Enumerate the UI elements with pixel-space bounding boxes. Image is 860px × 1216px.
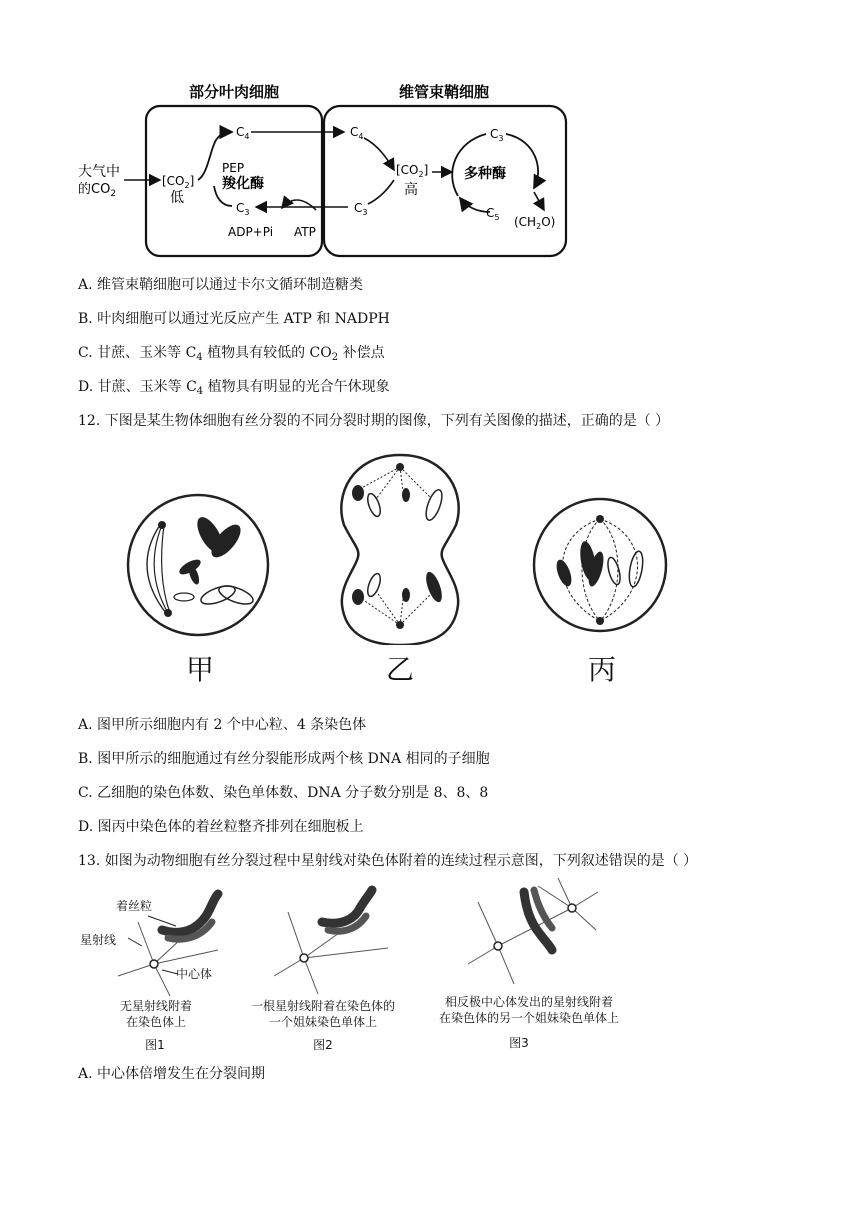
svg-text:C3: [490, 127, 503, 143]
c3-right: C: [354, 201, 363, 215]
c5-label: C: [486, 206, 495, 220]
q11-option-c-pre: C. 甘蔗、玉米等 C: [78, 345, 197, 361]
q11-option-c-sub: 4: [196, 352, 203, 363]
q11-option-c-mid: 植物具有较低的 CO: [202, 345, 332, 361]
high-label: 高: [404, 182, 418, 198]
caption-2: [248, 998, 398, 1030]
c3-left-sub: 3: [244, 208, 250, 217]
low-label: 低: [170, 190, 184, 206]
svg-text:C3: [354, 201, 367, 217]
c4-right-sub: 4: [358, 132, 364, 141]
label-aster: 星射线: [80, 933, 117, 947]
bundle-sheath-title: 维管束鞘细胞: [398, 83, 490, 101]
q13-option-a: A. 中心体倍增发生在分裂间期: [78, 1066, 266, 1082]
c4-left: C: [236, 125, 245, 139]
svg-text:C4: [350, 125, 363, 141]
co2-high-end: ]: [423, 163, 429, 177]
q12-stem: 12. 下图是某生物体细胞有丝分裂的不同分裂时期的图像，下列有关图像的描述，正确的是（ ）: [78, 413, 670, 429]
svg-text:[CO2]: [396, 163, 428, 179]
svg-text:C4: [236, 125, 249, 141]
cell-label-jia: 甲: [186, 653, 215, 686]
q11-option-d: [78, 377, 390, 402]
svg-text:[CO2]: [162, 174, 194, 190]
atp-label: ATP: [294, 225, 316, 239]
svg-text:的CO2: [78, 182, 116, 199]
cell-label-yi: 乙: [386, 653, 415, 686]
mitosis-cells-figure: [120, 445, 680, 645]
svg-text:C3: [236, 201, 249, 217]
aster-attachment-figure: [78, 872, 638, 1002]
q11-option-b: B. 叶肉细胞可以通过光反应产生 ATP 和 NADPH: [78, 311, 390, 327]
pep-label: PEP: [222, 161, 245, 175]
caption-1-line-1: 无星射线附着: [119, 999, 192, 1013]
c5-sub: 5: [494, 213, 500, 222]
multi-enzyme-label: 多种酶: [464, 166, 506, 182]
svg-text:(CH2O): [514, 215, 555, 231]
svg-text:C5: [486, 206, 499, 222]
co2-high: [CO: [396, 163, 419, 177]
ch2o-sub: 2: [536, 222, 542, 231]
ch2o-label: (CH: [514, 215, 537, 229]
c3-left: C: [236, 201, 245, 215]
c4-pathway-diagram: [76, 76, 596, 262]
adp-label: ADP+Pi: [228, 225, 274, 239]
figure-label-3: 图3: [509, 1036, 529, 1050]
q11-option-d-sub: 4: [196, 386, 204, 397]
caption-1: [96, 998, 216, 1030]
caption-2-line-1: 一根星射线附着在染色体的: [250, 999, 395, 1013]
caption-2-line-2: 一个姐妹染色单体上: [268, 1015, 377, 1029]
label-kinetochore: 着丝粒: [116, 899, 153, 913]
c3-cycle: C: [490, 127, 499, 141]
atmosphere-label-2: 的CO: [78, 182, 111, 197]
co2-low-end: ]: [189, 174, 195, 188]
q11-option-a: A. 维管束鞘细胞可以通过卡尔文循环制造糖类: [78, 277, 364, 293]
caption-3-line-1: 相反极中心体发出的星射线附着: [444, 995, 613, 1009]
mesophyll-title: 部分叶肉细胞: [188, 83, 280, 101]
q11-option-d-pre: D. 甘蔗、玉米等 C: [78, 379, 197, 395]
q12-option-d: D. 图丙中染色体的着丝粒整齐排列在细胞板上: [78, 819, 364, 835]
co2-low: [CO: [162, 174, 185, 188]
caption-3-line-2: 在染色体的另一个姐妹染色单体上: [438, 1011, 619, 1025]
co2-high-sub: 2: [418, 170, 424, 179]
c4-right: C: [350, 125, 359, 139]
figure-label-2: 图2: [313, 1038, 333, 1052]
c4-left-sub: 4: [244, 132, 250, 141]
c3-cycle-sub: 3: [498, 134, 504, 143]
pep-enzyme-label: 羧化酶: [222, 176, 264, 192]
figure-label-1: 图1: [145, 1038, 165, 1052]
label-centrosome: 中心体: [176, 967, 213, 981]
q11-option-d-post: 植物具有明显的光合午休现象: [203, 379, 390, 395]
caption-3: [424, 994, 634, 1026]
q13-stem: 13. 如图为动物细胞有丝分裂过程中星射线对染色体附着的连续过程示意图，下列叙述错误的是（ ）: [78, 853, 698, 869]
q12-option-c: C. 乙细胞的染色体数、染色单体数、DNA 分子数分别是 8、8、8: [78, 785, 489, 801]
caption-1-line-2: 在染色体上: [125, 1015, 186, 1029]
q11-option-c-post: 补偿点: [338, 345, 385, 361]
co2-low-sub: 2: [184, 181, 190, 190]
atmosphere-sub: 2: [110, 189, 117, 199]
q11-option-c-sub2: 2: [331, 352, 339, 363]
q12-option-b: B. 图甲所示的细胞通过有丝分裂能形成两个核 DNA 相同的子细胞: [78, 751, 490, 767]
cell-label-bing: 丙: [588, 653, 617, 686]
ch2o-end: O): [541, 215, 556, 229]
q12-option-a: A. 图甲所示细胞内有 2 个中心粒、4 条染色体: [78, 717, 367, 733]
q11-option-c: [78, 343, 385, 368]
atmosphere-label-1: 大气中: [78, 164, 120, 180]
c3-right-sub: 3: [362, 208, 368, 217]
